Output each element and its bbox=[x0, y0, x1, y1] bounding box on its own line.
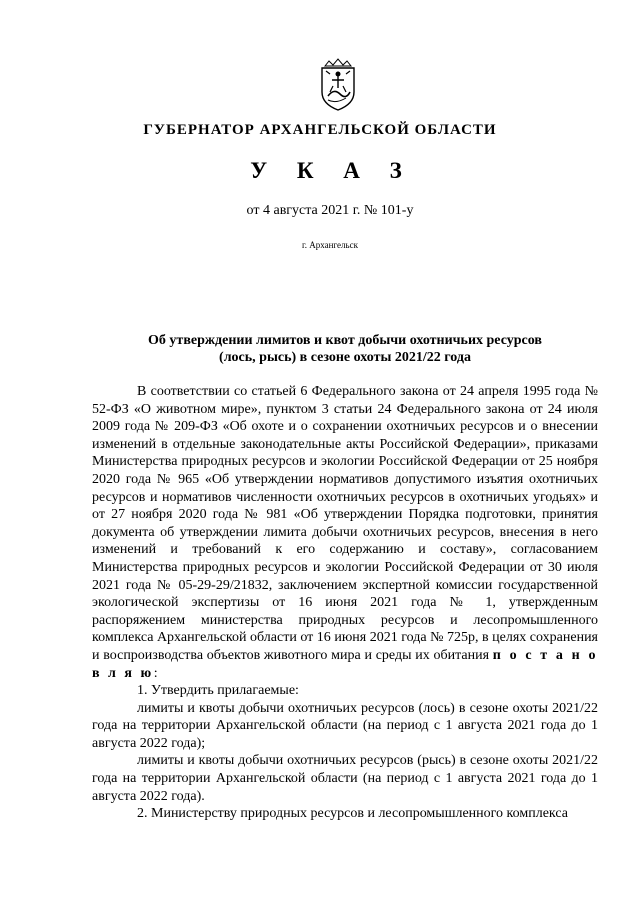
decree-colon: : bbox=[153, 665, 158, 681]
document-title bbox=[92, 332, 598, 366]
item-1: 1. Утвердить прилагаемые: bbox=[137, 683, 299, 699]
item-1b-lynx-limits: лимиты и квоты добычи охотничьих ресурсов (рысь) в сезоне охоты 2021/22 года на территории Архангельской области (на период с 1 августа 2021 года до 1 августа 2022 года). bbox=[92, 753, 598, 804]
item-1a-moose-limits: лимиты и квоты добычи охотничьих ресурсов (лось) в сезоне охоты 2021/22 года на территории Архангельской области (на период с 1 августа 2021 года до 1 августа 2022 года); bbox=[92, 700, 598, 751]
title-line-2: (лось, рысь) в сезоне охоты 2021/22 года bbox=[219, 350, 471, 365]
document-type: У К А З bbox=[250, 158, 414, 183]
issuing-authority: ГУБЕРНАТОР АРХАНГЕЛЬСКОЙ ОБЛАСТИ bbox=[143, 122, 497, 138]
coat-of-arms-icon bbox=[316, 58, 360, 113]
preamble-text: В соответствии со статьей 6 Федерального закона от 24 апреля 1995 года № 52-ФЗ «О животном мире», пунктом 3 статьи 24 Федерального закона от 24 июля 2009 года № 209-ФЗ «Об охоте и о сохранении охотничьих ресурсов и о внесении изменений в отдельные законодательные акты Российской Федерации», приказами Министерства природных ресурсов и экологии Российской Федерации от 25 ноября 2020 года № 965 «Об утверждении нормативов допустимого изъятия охотничьих ресурсов и нормативов численности охотничьих ресурсов в охотничьих угодьях» и от 27 ноября 2020 года № 981 «Об утверждении Порядка подготовки, принятия документа об утверждении лимита добычи охотничьих ресурсов, внесения в него изменений и требований к его содержанию и составу», согласованием Министерства природных ресурсов и экологии Российской Федерации от 30 июля 2021 года № 05-29-29/21832, заключением экспертной комиссии государственной экологической экспертизы от 16 июня 2021 года № 1, утвержденным распоряжением министерства природных ресурсов и лесопромышленного комплекса Архангельской области от 16 июня 2021 года № 725р, в целях сохранения и воспроизводства объектов животного мира и среды их обитания bbox=[92, 384, 598, 663]
title-line-1: Об утверждении лимитов и квот добычи охотничьих ресурсов bbox=[148, 333, 542, 348]
document-date-number: от 4 августа 2021 г. № 101-у bbox=[246, 203, 414, 218]
preamble-paragraph bbox=[92, 383, 598, 682]
document-body bbox=[92, 383, 598, 823]
item-2: 2. Министерству природных ресурсов и лесопромышленного комплекса bbox=[137, 806, 568, 822]
document-city: г. Архангельск bbox=[302, 240, 358, 250]
decree-word: п о с т а н о в л я ю bbox=[92, 647, 598, 681]
